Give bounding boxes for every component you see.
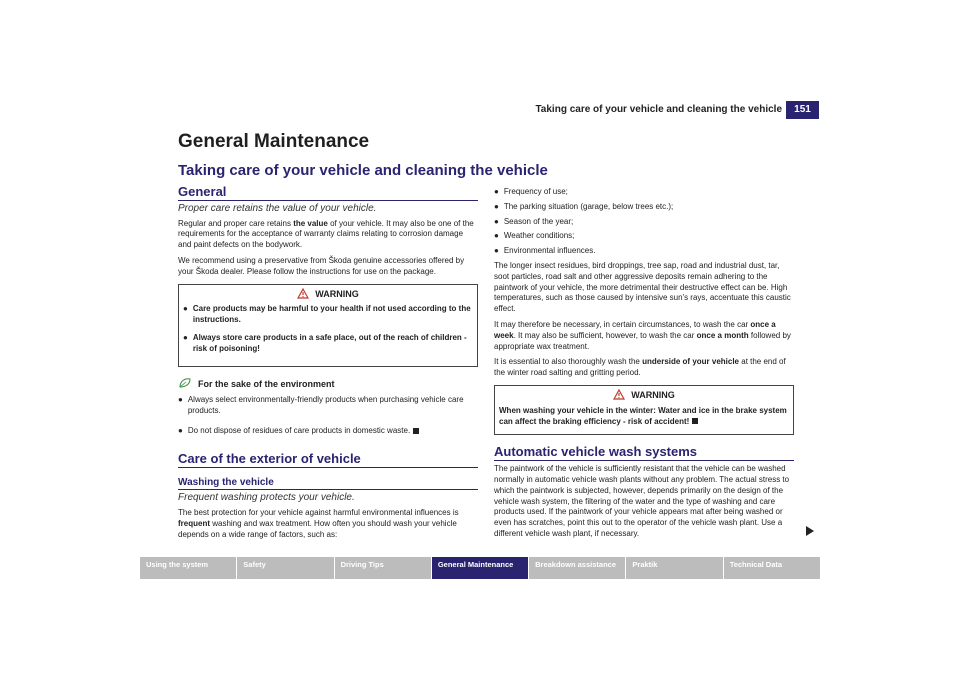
warning-title: WARNING — [499, 389, 789, 403]
warning-box — [178, 284, 478, 367]
right-column — [494, 187, 794, 545]
bullet-icon: ● — [494, 216, 499, 226]
bullet-icon: ● — [494, 201, 499, 211]
factor-item: ● Season of the year; — [494, 216, 574, 226]
next-page-arrow-icon[interactable] — [806, 526, 814, 536]
warning-item: ● Always store care products in a safe place, out of the reach of children - risk of poisoning! — [183, 333, 473, 358]
running-header: Taking care of your vehicle and cleaning the vehicle — [535, 104, 782, 115]
tab-technical-data[interactable]: Technical Data — [724, 557, 820, 579]
factor-item: ● The parking situation (garage, below trees etc.); — [494, 201, 674, 211]
footer-nav — [140, 557, 820, 579]
bullet-icon: ● — [494, 187, 499, 196]
exterior-heading: Care of the exterior of vehicle — [178, 454, 478, 468]
washing-heading: Washing the vehicle — [178, 478, 478, 491]
washing-paragraph: The best protection for your vehicle against harmful environmental influences is frequent washing and wax treatment. How often you should wash your vehicle depends on a wide range of factors, such as: — [178, 508, 459, 539]
winter-warning-box: WARNING When washing your vehicle in the winter: Water and ice in the brake system can affect the braking efficiency - risk of accident! — [494, 385, 794, 435]
bullet-icon: ● — [183, 332, 188, 342]
bullet-icon: ● — [183, 304, 188, 314]
environment-title: For the sake of the environment — [178, 377, 478, 392]
end-of-section-icon — [692, 418, 698, 424]
warning-triangle-icon — [613, 389, 625, 403]
tab-using-the-system[interactable]: Using the system — [140, 557, 237, 579]
bullet-icon: ● — [494, 246, 499, 256]
environment-leaf-icon — [178, 377, 192, 392]
page-title: General Maintenance — [178, 131, 370, 152]
right-paragraph-1: The longer insect residues, bird droppings, tree sap, road and industrial dust, tar, soot particles, road salt and other aggressive deposits remain adhering to the paintwork of your vehicle, the more detrimental their destructive effect can be. High temperatures, such as those caused by intensive sun's rays, accentuate this caustic effect. — [494, 260, 791, 314]
tab-safety[interactable]: Safety — [237, 557, 334, 579]
tab-general-maintenance[interactable]: General Maintenance — [432, 557, 529, 579]
right-paragraph-2: It may therefore be necessary, in certain circumstances, to wash the car once a week. It may also be sufficient, however, to wash the car once a month followed by appropriate wax treatment. — [494, 319, 791, 351]
general-paragraph-1: Regular and proper care retains the value of your vehicle. It may also be one of the requirements for the acceptance of warranty claims relating to corrosion damage and paint defects on the bodywork. — [178, 218, 474, 250]
factor-item: ● Frequency of use; — [494, 187, 568, 196]
warning-item: ● Care products may be harmful to your health if not used according to the instructions. — [183, 304, 473, 329]
auto-wash-heading: Automatic vehicle wash systems — [494, 447, 794, 461]
bullet-icon: ● — [178, 425, 183, 435]
environment-item: ● Do not dispose of residues of care products in domestic waste. — [178, 426, 478, 442]
general-intro: Proper care retains the value of your vehicle. — [178, 202, 377, 214]
bullet-icon: ● — [178, 395, 183, 405]
auto-wash-paragraph: The paintwork of the vehicle is sufficiently resistant that the vehicle can be washed normally in automatic vehicle wash plants without any problem. The actual stress to which the paintwork is subjected, however, depends primarily on the design of the vehicle wash system, the filtering of the water and the type of washing and care products used. If the paintwork of your vehicle appears mat after being washed or even has scratches, point this out to the operator of the vehicle wash plant. Use a different vehicle wash plant, if necessary. — [494, 464, 790, 538]
warning-triangle-icon — [297, 288, 309, 302]
tab-driving-tips[interactable]: Driving Tips — [335, 557, 432, 579]
warning-title: WARNING — [183, 288, 473, 302]
washing-intro: Frequent washing protects your vehicle. — [178, 492, 355, 504]
bullet-icon: ● — [494, 231, 499, 241]
general-heading: General — [178, 187, 478, 201]
section-title: Taking care of your vehicle and cleaning the vehicle — [178, 162, 548, 179]
environment-item: ● Always select environmentally-friendly products when purchasing vehicle care products. — [178, 395, 478, 422]
general-paragraph-2: We recommend using a preservative from Škoda genuine accessories offered by your Škoda dealer. Please follow the instructions for use on the package. — [178, 255, 465, 276]
page-number: 151 — [786, 101, 819, 119]
tab-breakdown-assistance[interactable]: Breakdown assistance — [529, 557, 626, 579]
left-column — [178, 184, 478, 546]
factor-item: ● Weather conditions; — [494, 231, 575, 241]
tab-praktik[interactable]: Praktik — [626, 557, 723, 579]
end-of-section-icon — [413, 428, 419, 434]
factor-item: ● Environmental influences. — [494, 246, 596, 256]
right-paragraph-3: It is essential to also thoroughly wash the underside of your vehicle at the end of the winter road salting and gritting period. — [494, 357, 786, 378]
